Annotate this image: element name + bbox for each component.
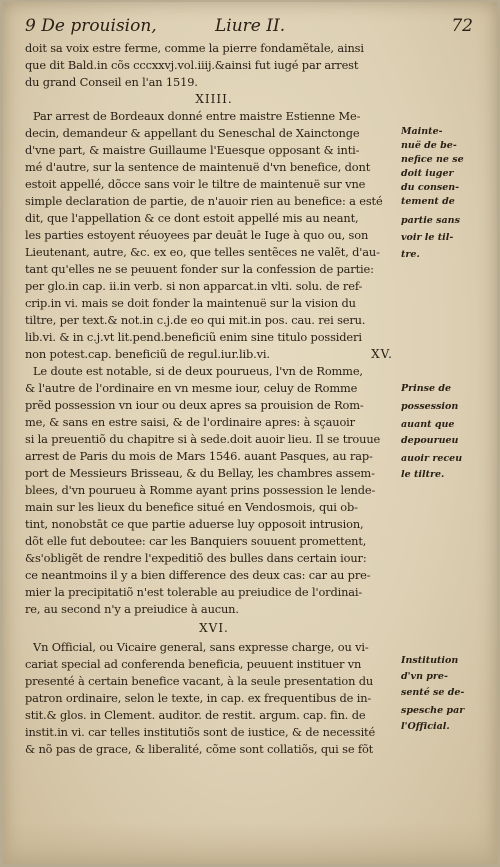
text-line: Par arrest de Bordeaux donné entre maistre Estienne Me- <box>33 109 361 123</box>
text-line: presenté à certain benefice vacant, à la seule presentation du <box>25 674 374 688</box>
margin-note: Prinse de <box>401 383 452 394</box>
text-line: du grand Conseil en l'an 1519. <box>25 75 198 89</box>
text-line: Lieutenant, autre, &c. ex eo, que telles sentẽces ne valẽt, d'au- <box>25 245 380 259</box>
margin-note: tre. <box>401 249 420 260</box>
header-book: Liure II. <box>215 16 286 36</box>
section-heading: XIIII. <box>195 92 233 106</box>
text-line: estoit appellé, dõcce sans voir le tiltre de maintenuë sur vne <box>25 177 366 191</box>
margin-note: Institution <box>401 655 459 666</box>
margin-note: voir le til- <box>401 232 454 243</box>
margin-note: auant que <box>401 419 455 430</box>
text-line: non potest.cap. beneficiũ de regul.iur.lib.vi. <box>25 347 270 361</box>
text-line: blees, d'vn pourueu à Romme ayant prins possession le lende- <box>25 483 376 497</box>
margin-note: partie sans <box>401 215 460 226</box>
header-page-number: 72 <box>451 16 473 36</box>
text-line: & nõ pas de grace, & liberalité, cõme sont collatiõs, qui se fõt <box>25 742 374 756</box>
margin-note: senté se de- <box>401 687 465 698</box>
text-line: instit.in vi. car telles institutiõs sont de iustice, & de necessité <box>25 725 376 739</box>
margin-note: du consen- <box>401 182 460 193</box>
text-line: mé d'autre, sur la sentence de maintenuë d'vn benefice, dont <box>25 160 371 174</box>
text-line: Vn Official, ou Vicaire general, sans expresse charge, ou vi- <box>33 640 369 654</box>
text-line: crip.in vi. mais se doit fonder la maintenuë sur la vision du <box>25 296 356 310</box>
section-heading: XVI. <box>199 621 229 635</box>
text-line: patron ordinaire, selon le texte, in cap. ex frequentibus de in- <box>25 691 372 705</box>
text-line: simple declaration de partie, de n'auoir rien au benefice: a esté <box>25 194 383 208</box>
margin-note: le tiltre. <box>401 469 445 480</box>
running-header <box>25 16 473 38</box>
text-line: que dit Bald.in cõs cccxxvj.vol.iiij.&ainsi fut iugé par arrest <box>25 58 359 72</box>
text-line: les parties estoyent réuoyees par deuāt le Iuge à quo ou, son <box>25 228 369 242</box>
text-line: d'vne part, & maistre Guillaume l'Euesque opposant & inti- <box>25 143 360 157</box>
header-folio-title: 9 De prouision, <box>25 16 157 36</box>
text-line: me, & sans en estre saisi, & de l'ordinaire apres: à sçauoir <box>25 415 355 429</box>
page-bottom-shadow <box>3 822 497 864</box>
text-line: stit.& glos. in Clement. auditor. de restit. argum. cap. fin. de <box>25 708 366 722</box>
margin-note: nefice ne se <box>401 154 464 165</box>
text-line: dõt elle fut deboutee: car les Banquiers souuent promettent, <box>25 534 367 548</box>
text-line: si la preuentiõ du chapitre si à sede.doit auoir lieu. Il se trouue <box>25 432 381 446</box>
margin-note: nuë de be- <box>401 140 457 151</box>
text-line: &s'obligẽt de rendre l'expeditiõ des bulles dans certain iour: <box>25 551 367 565</box>
text-line: prẽd possession vn iour ou deux apres sa prouision de Rom- <box>25 398 364 412</box>
text-line: tant qu'elles ne se peuuent fonder sur la confession de partie: <box>25 262 374 276</box>
text-line: tint, nonobstāt ce que partie aduerse luy opposoit intrusion, <box>25 517 364 531</box>
text-line: Le doute est notable, si de deux pourueus, l'vn de Romme, <box>33 364 363 378</box>
margin-note: tement de <box>401 196 455 207</box>
text-line: port de Messieurs Brisseau, & du Bellay, les chambres assem- <box>25 466 375 480</box>
text-line: doit sa voix estre ferme, comme la pierre fondamẽtale, ainsi <box>25 41 364 55</box>
text-line: re, au second n'y a preiudice à aucun. <box>25 602 239 616</box>
text-line: tiltre, per text.& not.in c.j.de eo qui mit.in pos. cau. rei seru. <box>25 313 366 327</box>
margin-note: doit iuger <box>401 168 454 179</box>
margin-note: spesche par <box>401 705 465 716</box>
text-line: mier la precipitatiõ n'est tolerable au preiudice de l'ordinai- <box>25 585 363 599</box>
text-line: decin, demandeur & appellant du Seneschal de Xainctonge <box>25 126 360 140</box>
margin-note: depourueu <box>401 435 459 446</box>
margin-note: l'Official. <box>401 721 450 732</box>
text-line: main sur les lieux du benefice situé en Vendosmois, qui ob- <box>25 500 358 514</box>
book-page <box>3 2 497 864</box>
text-line: & l'autre de l'ordinaire en vn mesme iour, celuy de Romme <box>25 381 358 395</box>
text-line: cariat special ad conferenda beneficia, peuuent instituer vn <box>25 657 362 671</box>
section-heading: XV. <box>371 347 393 361</box>
text-line: ce neantmoins il y a bien difference des deux cas: car au pre- <box>25 568 371 582</box>
text-line: arrest de Paris du mois de Mars 1546. auant Pasques, au rap- <box>25 449 373 463</box>
margin-note: d'vn pre- <box>401 671 448 682</box>
text-line: dit, que l'appellation & ce dont estoit appellé mis au neant, <box>25 211 359 225</box>
text-line: lib.vi. & in c.j.vt lit.pend.beneficiũ enim sine titulo possideri <box>25 330 362 344</box>
text-line: per glo.in cap. ii.in verb. si non apparcat.in vlti. solu. de ref- <box>25 279 363 293</box>
margin-note: auoir receu <box>401 453 463 464</box>
margin-note: possession <box>401 401 459 412</box>
margin-note: Mainte- <box>401 126 443 137</box>
